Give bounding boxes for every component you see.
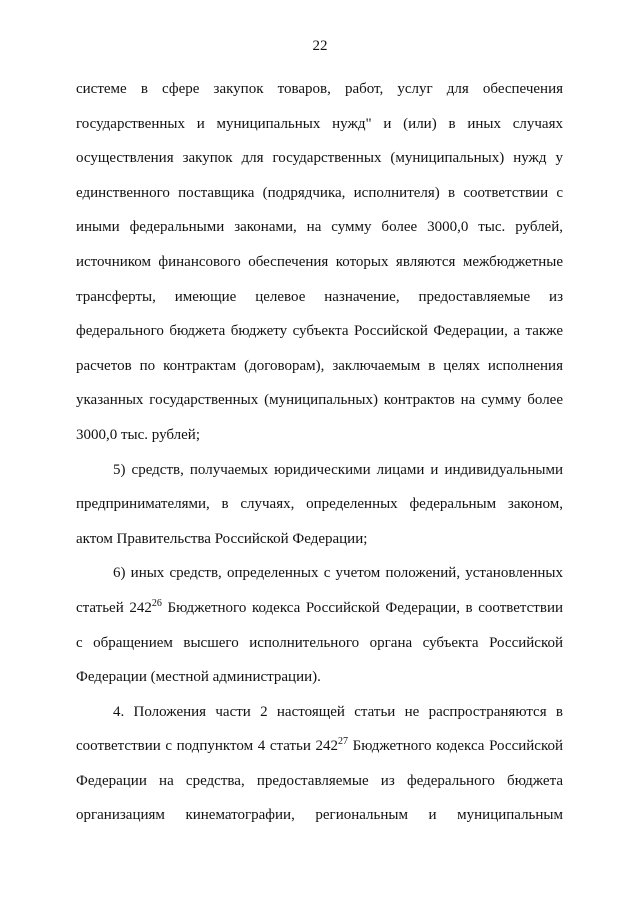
text-line: организациям кинематографии, региональным и муниципальным (76, 807, 563, 824)
text-line: актом Правительства Российской Федерации; (76, 530, 368, 547)
article-superscript: 27 (338, 736, 349, 748)
article-superscript: 26 (151, 597, 162, 609)
text-line: Федерации на средства, предоставляемые из федерального бюджета (76, 772, 563, 789)
page-number: 22 (312, 38, 328, 54)
text-line: государственных и муниципальных нужд" и (или) в иных случаях (76, 115, 563, 132)
text-fragment: Бюджетного кодекса Российской Федерации, в соответствии (161, 599, 563, 616)
paragraph-item-5 (76, 453, 563, 557)
text-line: 3000,0 тыс. рублей; (76, 426, 200, 443)
text-line: 4. Положения части 2 настоящей статьи не распространяются в (113, 703, 563, 720)
text-line: трансферты, имеющие целевое назначение, предоставляемые из (76, 288, 563, 305)
text-line: осуществления закупок для государственных (муниципальных) нужд у (76, 150, 563, 167)
text-line: расчетов по контрактам (договорам), заключаемым в целях исполнения (76, 357, 563, 374)
text-line: источником финансового обеспечения которых являются межбюджетные (76, 253, 563, 270)
text-line: 6) иных средств, определенных с учетом положений, установленных (113, 565, 563, 582)
text-line: федерального бюджета бюджету субъекта Российской Федерации, а также (76, 323, 563, 340)
text-fragment: Бюджетного кодекса Российской (348, 738, 563, 755)
text-line: Федерации (местной администрации). (76, 669, 321, 686)
text-line: иными федеральными законами, на сумму более 3000,0 тыс. рублей, (76, 219, 563, 236)
text-fragment: соответствии с подпунктом 4 статьи 242 (76, 738, 339, 755)
text-line (76, 729, 563, 764)
text-line: системе в сфере закупок товаров, работ, услуг для обеспечения (76, 81, 563, 97)
text-line: с обращением высшего исполнительного органа субъекта Российской (76, 634, 563, 651)
text-line (76, 591, 563, 626)
paragraph-section-4 (76, 695, 563, 833)
document-body (76, 72, 563, 833)
text-line: предпринимателями, в случаях, определенных федеральным законом, (76, 496, 563, 513)
text-line: единственного поставщика (подрядчика, исполнителя) в соответствии с (76, 184, 563, 201)
text-line: указанных государственных (муниципальных) контрактов на сумму более (76, 392, 563, 409)
paragraph-item-6 (76, 556, 563, 694)
text-line: 5) средств, получаемых юридическими лицами и индивидуальными (113, 461, 563, 478)
paragraph-continuation (76, 72, 563, 453)
text-fragment: статьей 242 (76, 599, 152, 616)
